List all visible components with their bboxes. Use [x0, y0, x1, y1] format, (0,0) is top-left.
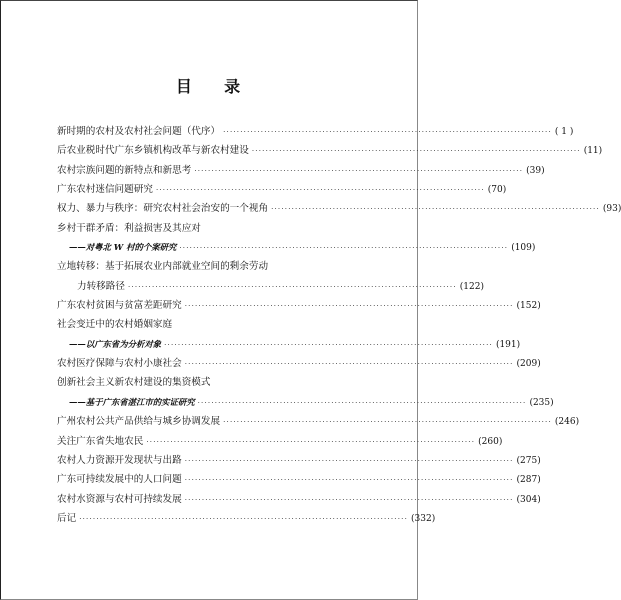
toc-page-number: (209) — [516, 359, 541, 370]
toc-entry-title: 农村宗族问题的新特点和新思考 — [57, 164, 192, 176]
toc-entry-title: 农村水资源与农村可持续发展 — [57, 493, 182, 505]
toc-page-number: (287) — [516, 475, 541, 486]
toc-entry[interactable] — [57, 161, 545, 180]
toc-entry[interactable] — [57, 180, 507, 199]
toc-entry-title: 广东农村迷信问题研究 — [57, 184, 153, 196]
toc-entry-title: 乡村干群矛盾：利益损害及其应对 — [57, 222, 201, 234]
toc-page-number: ( 1 ) — [554, 127, 574, 137]
dot-leader — [185, 491, 514, 510]
toc-entry[interactable] — [57, 122, 574, 141]
toc-entry-title: 后记 — [57, 512, 77, 524]
toc-entry[interactable] — [57, 373, 357, 392]
dot-leader — [185, 452, 514, 471]
toc-entry-title: 关注广东省失地农民 — [57, 435, 144, 447]
toc-entry-title: ——对粤北 W 村的个案研究 — [69, 242, 177, 253]
toc-page-number: (39) — [526, 165, 545, 176]
toc-page-number: (304) — [516, 494, 541, 505]
dot-leader — [223, 123, 552, 142]
toc-entry-title: 广东可持续发展中的人口问题 — [57, 474, 182, 486]
dot-leader — [179, 239, 508, 258]
toc-entry[interactable] — [57, 335, 521, 354]
toc-entry[interactable] — [57, 199, 621, 218]
toc-page-number: (191) — [495, 339, 521, 350]
toc-page-number: (11) — [583, 146, 603, 157]
toc-entry[interactable] — [57, 141, 603, 160]
toc-entry-title: 农村人力资源开发现状与出路 — [57, 454, 182, 466]
toc-entry[interactable] — [57, 470, 541, 489]
toc-page-number: (260) — [478, 436, 503, 447]
dot-leader — [198, 394, 527, 413]
toc-entry-title: 农村医疗保障与农村小康社会 — [57, 358, 182, 370]
dot-leader — [79, 510, 408, 529]
toc-entry-title: 新时期的农村及农村社会问题（代序） — [57, 126, 221, 137]
toc-entry[interactable] — [57, 354, 541, 373]
table-of-contents — [57, 122, 621, 528]
toc-entry[interactable] — [57, 451, 541, 470]
toc-entry-title: 立地转移：基于拓展农业内部就业空间的剩余劳动 — [57, 261, 269, 273]
toc-entry[interactable] — [57, 296, 541, 315]
dot-leader — [146, 433, 475, 452]
toc-page-number: (235) — [529, 397, 554, 408]
toc-entry-title: 广东农村贫困与贫富差距研究 — [57, 300, 182, 312]
dot-leader — [223, 413, 552, 432]
toc-entry-title: ——以广东省为分析对象 — [69, 338, 162, 349]
toc-page-number: (246) — [554, 417, 580, 428]
toc-entry[interactable] — [57, 432, 503, 451]
toc-entry-title: ——基于广东省湛江市的实证研究 — [69, 396, 195, 407]
toc-page-number: (275) — [516, 455, 541, 466]
toc-page-number: (122) — [459, 281, 484, 292]
toc-entry[interactable] — [57, 238, 536, 257]
toc-entry-title: 力转移路径 — [77, 280, 125, 292]
toc-page-number: (109) — [511, 243, 536, 254]
page-title: 目 录 — [175, 77, 243, 96]
toc-page-number: (152) — [516, 301, 541, 312]
dot-leader — [194, 162, 523, 181]
toc-page-number: (70) — [487, 185, 507, 196]
toc-entry[interactable] — [57, 277, 484, 296]
dot-leader — [252, 142, 581, 161]
toc-entry[interactable] — [57, 315, 357, 334]
dot-leader — [185, 297, 514, 316]
toc-entry[interactable] — [57, 257, 357, 276]
toc-page-number: (332) — [411, 513, 436, 524]
dot-leader — [185, 471, 514, 490]
toc-entry[interactable] — [57, 490, 541, 509]
dot-leader — [271, 200, 600, 219]
dot-leader — [128, 278, 457, 297]
toc-entry-title: 创新社会主义新农村建设的集资模式 — [57, 377, 211, 389]
dot-leader — [164, 336, 493, 355]
toc-entry-title: 社会变迁中的农村婚姻家庭 — [57, 319, 173, 331]
dot-leader — [185, 355, 514, 374]
dot-leader — [156, 181, 485, 200]
toc-entry-title: 权力、暴力与秩序：研究农村社会治安的一个视角 — [57, 203, 269, 215]
toc-entry-title: 广州农村公共产品供给与城乡协调发展 — [57, 416, 221, 428]
toc-entry[interactable] — [57, 219, 357, 238]
toc-entry[interactable] — [57, 509, 436, 528]
toc-entry[interactable] — [57, 393, 554, 412]
toc-entry[interactable] — [57, 412, 580, 431]
toc-entry-title: 后农业税时代广东乡镇机构改革与新农村建设 — [57, 145, 249, 157]
toc-page-number: (93) — [602, 204, 621, 215]
